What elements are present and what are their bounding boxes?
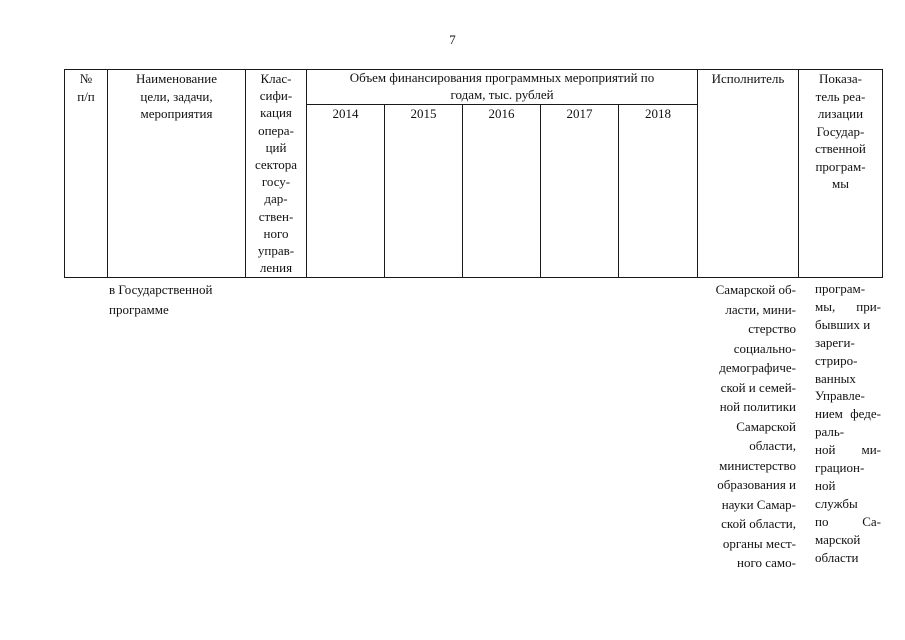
continuation-executor-line: области, bbox=[749, 438, 796, 453]
indicator-word: марской bbox=[815, 531, 861, 547]
header-classification-line: сифи- bbox=[259, 88, 293, 104]
indicator-word: ми- bbox=[861, 442, 881, 458]
continuation-indicator-line bbox=[815, 298, 881, 316]
header-year-2014: 2014 bbox=[332, 106, 359, 121]
continuation-indicator-line bbox=[815, 387, 881, 405]
header-name-line: Наименование bbox=[136, 71, 217, 86]
header-year-2016: 2016 bbox=[488, 106, 515, 121]
col-border-2015-2016 bbox=[462, 104, 463, 278]
continuation-indicator-line bbox=[815, 370, 881, 388]
header-funding-line: Объем финансирования программных мероприятий по bbox=[349, 70, 655, 85]
indicator-word: Са- bbox=[862, 513, 881, 529]
header-year-2018: 2018 bbox=[645, 106, 671, 121]
page-number: 7 bbox=[449, 32, 456, 47]
continuation-executor-line: Самарской об- bbox=[715, 282, 796, 297]
indicator-word: мы, bbox=[815, 298, 836, 314]
indicator-word: програм- bbox=[815, 281, 866, 296]
continuation-indicator-line bbox=[815, 477, 881, 495]
header-classification-line: ления bbox=[259, 260, 293, 276]
indicator-word: ванных bbox=[815, 370, 856, 386]
continuation-executor-line: ласти, мини- bbox=[725, 301, 796, 317]
continuation-name-cell bbox=[109, 280, 245, 319]
continuation-indicator-line bbox=[815, 513, 881, 531]
continuation-name-line: программе bbox=[109, 301, 169, 317]
continuation-indicator-line bbox=[815, 334, 881, 352]
continuation-executor-line: стерство bbox=[748, 321, 796, 336]
header-indicator-line: Государ- bbox=[816, 123, 865, 139]
col-border-right bbox=[882, 69, 883, 278]
indicator-word: феде- bbox=[850, 406, 881, 422]
indicator-word: по bbox=[815, 513, 829, 529]
indicator-word: области bbox=[815, 549, 859, 565]
indicator-word: грацион- bbox=[815, 460, 865, 476]
header-funding bbox=[307, 70, 697, 103]
table-header-bottom-border bbox=[64, 277, 883, 278]
continuation-indicator-line bbox=[815, 495, 881, 513]
continuation-indicator-line bbox=[815, 405, 881, 423]
continuation-executor-line: ской и семей- bbox=[720, 379, 796, 395]
continuation-indicator-line bbox=[815, 423, 881, 441]
indicator-word: Управле- bbox=[815, 388, 865, 404]
continuation-indicator-line bbox=[815, 441, 881, 459]
header-num-line: п/п bbox=[77, 88, 95, 104]
header-classification-line: ций bbox=[265, 139, 287, 155]
header-classification-line: управ- bbox=[257, 243, 295, 259]
header-indicator-line: тель реа- bbox=[815, 88, 866, 104]
continuation-executor-line: органы мест- bbox=[722, 535, 796, 551]
indicator-word: раль- bbox=[815, 424, 845, 440]
continuation-indicator-line bbox=[815, 316, 881, 334]
continuation-executor-line: науки Самар- bbox=[721, 496, 796, 512]
continuation-indicator-line bbox=[815, 459, 881, 477]
header-num-line: № bbox=[79, 71, 93, 86]
header-name bbox=[108, 70, 245, 123]
header-classification-line: опера- bbox=[258, 122, 294, 138]
continuation-executor-line: социально- bbox=[733, 340, 796, 356]
indicator-word: нием bbox=[815, 406, 843, 422]
indicator-word: зареги- bbox=[815, 334, 855, 350]
header-funding-line: годам, тыс. рублей bbox=[450, 86, 554, 102]
continuation-executor-line: Самарской bbox=[736, 418, 796, 434]
header-indicator bbox=[799, 70, 882, 193]
header-classification-line: ствен- bbox=[258, 208, 294, 224]
header-classification-line: ного bbox=[263, 225, 289, 241]
header-year-2015: 2015 bbox=[410, 106, 437, 121]
continuation-executor-cell bbox=[698, 280, 796, 573]
continuation-executor-line: демографиче- bbox=[719, 360, 796, 375]
indicator-word: стриро- bbox=[815, 352, 858, 368]
indicator-word: службы bbox=[815, 495, 858, 511]
col-border-2014-2015 bbox=[384, 104, 385, 278]
continuation-executor-line: образования и bbox=[717, 477, 796, 492]
header-classification bbox=[246, 70, 306, 276]
continuation-indicator-line bbox=[815, 280, 881, 298]
continuation-indicator-line bbox=[815, 531, 881, 549]
header-executor: Исполнитель bbox=[711, 71, 785, 86]
continuation-indicator-line bbox=[815, 549, 881, 567]
header-classification-line: дар- bbox=[264, 191, 288, 207]
header-num bbox=[65, 70, 107, 105]
col-border-2016-2017 bbox=[540, 104, 541, 278]
indicator-word: при- bbox=[856, 298, 881, 314]
header-indicator-line: мы bbox=[832, 176, 849, 191]
col-border-funding-executor bbox=[697, 69, 698, 278]
header-classification-line: сектора bbox=[254, 157, 298, 173]
header-indicator-line: ственной bbox=[815, 141, 866, 156]
continuation-executor-line: ного само- bbox=[737, 555, 796, 570]
indicator-word: ной bbox=[815, 477, 836, 493]
header-classification-line: кация bbox=[260, 105, 292, 121]
header-year-2017: 2017 bbox=[566, 106, 593, 121]
header-classification-line: Клас- bbox=[260, 71, 292, 86]
col-border-2017-2018 bbox=[618, 104, 619, 278]
continuation-name-line: в Государственной bbox=[109, 282, 213, 297]
header-indicator-line: Показа- bbox=[818, 71, 862, 86]
continuation-executor-line: министерство bbox=[719, 457, 796, 473]
continuation-executor-line: ной политики bbox=[719, 399, 796, 414]
continuation-indicator-line bbox=[815, 352, 881, 370]
header-indicator-line: лизации bbox=[817, 106, 864, 121]
continuation-executor-line: ской области, bbox=[721, 516, 796, 531]
indicator-word: ной bbox=[815, 442, 836, 458]
indicator-word: бывших и bbox=[815, 316, 871, 332]
header-classification-line: госу- bbox=[261, 174, 291, 190]
continuation-indicator-cell bbox=[815, 280, 881, 567]
header-indicator-line: програм- bbox=[815, 158, 866, 174]
header-name-line: цели, задачи, bbox=[140, 88, 213, 104]
header-name-line: мероприятия bbox=[140, 106, 213, 121]
